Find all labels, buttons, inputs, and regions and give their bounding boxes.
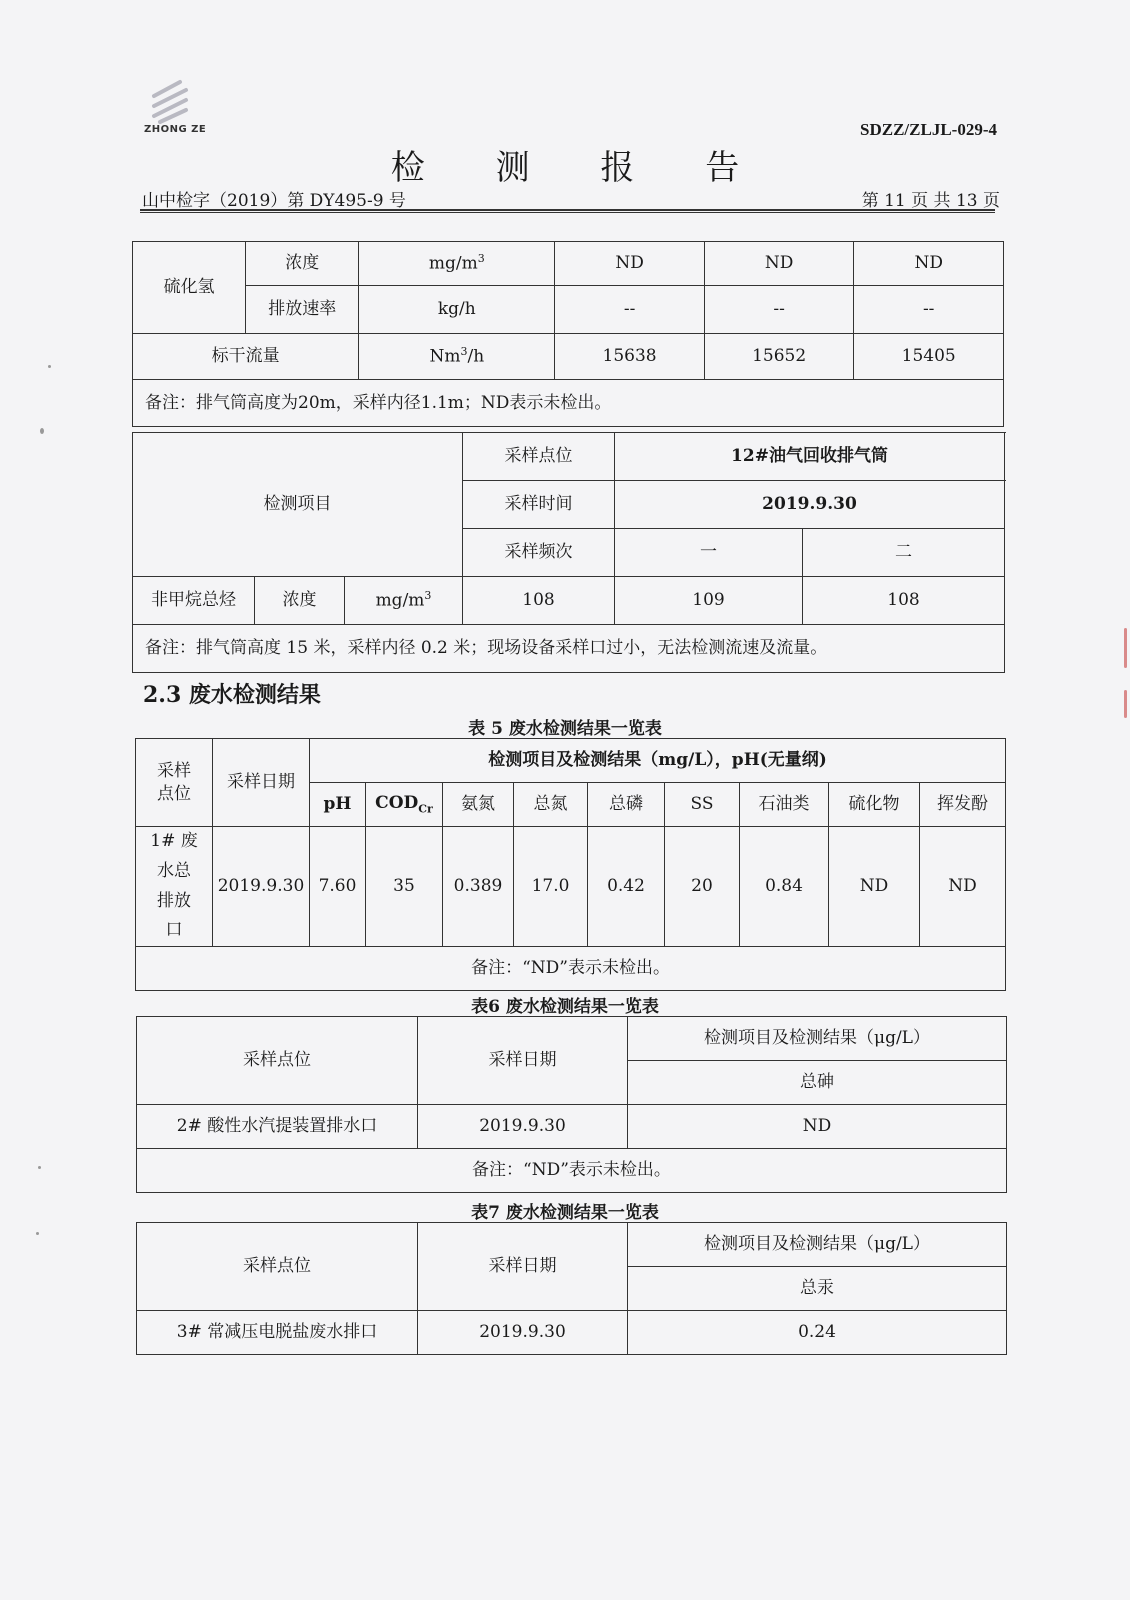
t5-val-tp: 0.42 xyxy=(588,827,665,947)
t6-item: 总砷 xyxy=(628,1061,1007,1105)
scan-speck xyxy=(48,365,51,368)
t5-val-ph: 7.60 xyxy=(310,827,366,947)
t5-val-cod: 35 xyxy=(366,827,443,947)
t7-date-header: 采样日期 xyxy=(418,1223,628,1311)
t5-col-ammonia: 氨氮 xyxy=(443,783,514,827)
h2s-label: 硫化氢 xyxy=(133,242,246,334)
t5-date-header: 采样日期 xyxy=(213,739,310,827)
t5-val-ammonia: 0.389 xyxy=(443,827,514,947)
t5-val-ss: 20 xyxy=(665,827,740,947)
t5-col-phenol: 挥发酚 xyxy=(920,783,1006,827)
t6-value: ND xyxy=(628,1105,1007,1149)
scan-speck xyxy=(40,428,44,434)
conc-value-2: ND xyxy=(704,242,854,286)
param-unit: $mg/m^3$ xyxy=(345,577,463,625)
wastewater-table-7 xyxy=(136,1222,1007,1355)
rate-value-3: -- xyxy=(854,286,1004,334)
t5-point: 1# 废水总排放口 xyxy=(136,827,213,947)
table1-note: 备注：排气筒高度为20m，采样内径1.1m；ND表示未检出。 xyxy=(133,380,1004,427)
t5-col-sulfide: 硫化物 xyxy=(829,783,920,827)
t7-date: 2019.9.30 xyxy=(418,1311,628,1355)
t6-note: 备注：“ND”表示未检出。 xyxy=(137,1149,1007,1193)
t5-val-sulfide: ND xyxy=(829,827,920,947)
logo-text: ZHONG ZE xyxy=(144,124,207,135)
rate-unit: kg/h xyxy=(359,286,555,334)
rate-value-1: -- xyxy=(555,286,705,334)
t5-col-cod: $COD_{Cr}$ xyxy=(366,783,443,827)
param-conc-label: 浓度 xyxy=(255,577,345,625)
nmhc-value-1: 108 xyxy=(463,577,615,625)
conc-unit: $mg/m^3$ xyxy=(359,242,555,286)
conc-value-3: ND xyxy=(854,242,1004,286)
flow-value-3: 15405 xyxy=(854,334,1004,380)
conc-label: 浓度 xyxy=(246,242,359,286)
table6-caption: 表6 废水检测结果一览表 xyxy=(471,997,659,1017)
t6-point-header: 采样点位 xyxy=(137,1017,418,1105)
nmhc-table xyxy=(132,432,1005,673)
scan-mark xyxy=(1124,628,1127,668)
document-code: SDZZ/ZLJL-029-4 xyxy=(860,120,997,139)
table5-caption: 表 5 废水检测结果一览表 xyxy=(468,719,662,739)
freq-1: 一 xyxy=(615,529,803,577)
t5-group-header: 检测项目及检测结果（mg/L），pH(无量纲) xyxy=(310,739,1006,783)
scan-mark xyxy=(1124,690,1127,718)
t5-date: 2019.9.30 xyxy=(213,827,310,947)
t5-point-header: 采样点位 xyxy=(136,739,213,827)
header-rule xyxy=(140,209,995,211)
item-label: 检测项目 xyxy=(133,433,463,577)
nmhc-value-2: 109 xyxy=(615,577,803,625)
page-number: 第 11 页 共 13 页 xyxy=(861,191,1000,211)
t6-date-header: 采样日期 xyxy=(418,1017,628,1105)
wastewater-table-6 xyxy=(136,1016,1007,1193)
wastewater-table-5 xyxy=(135,738,1006,991)
flow-label: 标干流量 xyxy=(133,334,359,380)
t5-col-ph: pH xyxy=(310,783,366,827)
t7-point-header: 采样点位 xyxy=(137,1223,418,1311)
t5-note: 备注：“ND”表示未检出。 xyxy=(136,947,1006,991)
flow-value-1: 15638 xyxy=(555,334,705,380)
report-title: 检 测 报 告 xyxy=(390,148,770,188)
freq-label: 采样频次 xyxy=(463,529,615,577)
t7-group-header: 检测项目及检测结果（μg/L） xyxy=(628,1223,1007,1267)
param-name: 非甲烷总烃 xyxy=(133,577,255,625)
t6-date: 2019.9.30 xyxy=(418,1105,628,1149)
t5-val-oil: 0.84 xyxy=(740,827,829,947)
t5-val-tn: 17.0 xyxy=(514,827,588,947)
rate-label: 排放速率 xyxy=(246,286,359,334)
time-label: 采样时间 xyxy=(463,481,615,529)
conc-value-1: ND xyxy=(555,242,705,286)
report-number: 山中检字（2019）第 DY495-9 号 xyxy=(142,191,406,211)
t5-val-phenol: ND xyxy=(920,827,1006,947)
time-value: 2019.9.30 xyxy=(615,481,1005,529)
t5-col-oil: 石油类 xyxy=(740,783,829,827)
t7-value: 0.24 xyxy=(628,1311,1007,1355)
t6-group-header: 检测项目及检测结果（μg/L） xyxy=(628,1017,1007,1061)
t5-col-tn: 总氮 xyxy=(514,783,588,827)
t5-col-ss: SS xyxy=(665,783,740,827)
scan-speck xyxy=(38,1166,41,1169)
section-title: 2.3 废水检测结果 xyxy=(143,682,321,708)
t7-point: 3# 常减压电脱盐废水排口 xyxy=(137,1311,418,1355)
point-value: 12#油气回收排气筒 xyxy=(615,433,1005,481)
t5-col-tp: 总磷 xyxy=(588,783,665,827)
flow-value-2: 15652 xyxy=(704,334,854,380)
freq-2: 二 xyxy=(803,529,1005,577)
flow-unit: Nm$^3$/h xyxy=(359,334,555,380)
t7-item: 总汞 xyxy=(628,1267,1007,1311)
table2-note: 备注：排气筒高度 15 米，采样内径 0.2 米；现场设备采样口过小，无法检测流速及流量。 xyxy=(133,625,1005,673)
header-rule-thin xyxy=(140,212,995,213)
t6-point: 2# 酸性水汽提装置排水口 xyxy=(137,1105,418,1149)
gas-results-table xyxy=(132,241,1004,427)
nmhc-value-3: 108 xyxy=(803,577,1005,625)
scan-speck xyxy=(36,1232,39,1235)
point-label: 采样点位 xyxy=(463,433,615,481)
table7-caption: 表7 废水检测结果一览表 xyxy=(471,1203,659,1223)
rate-value-2: -- xyxy=(704,286,854,334)
